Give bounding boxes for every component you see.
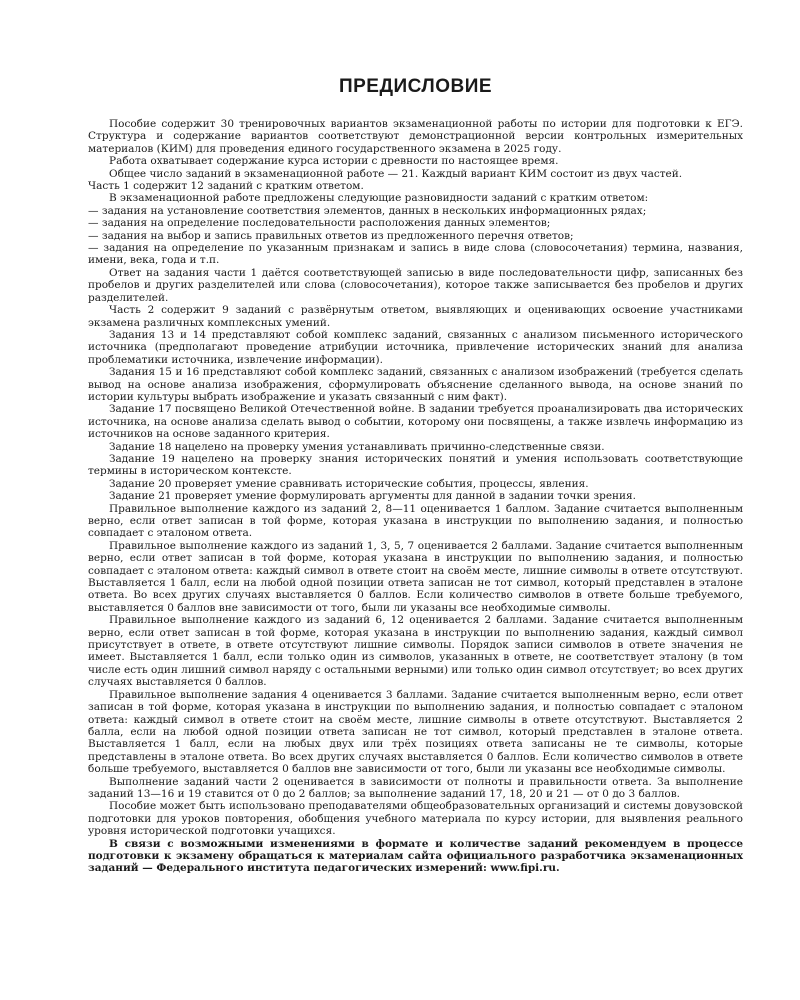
bold-notice-paragraph: В связи с возможными изменениями в формате и количестве заданий рекомендуем в процессе подготовки к экзамену обращаться к материалам сайта официального разработчика экзаменационных заданий — Федерального института педагогических измерений: www.fipi.ru. xyxy=(88,837,743,875)
paragraph: Задание 17 посвящено Великой Отечественной войне. В задании требуется проанализировать два исторических источника, на основе анализа сделать вывод о событии, которому они посвящены, а также извлечь информацию из источников на основе заданного критерия. xyxy=(88,403,743,441)
paragraph: Часть 1 содержит 12 заданий с кратким ответом. xyxy=(88,180,364,193)
list-item: — задания на выбор и запись правильных ответов из предложенного перечня ответов; xyxy=(88,229,574,242)
page-title: ПРЕДИСЛОВИЕ xyxy=(338,76,493,97)
paragraph: Общее число заданий в экзаменационной работе — 21. Каждый вариант КИМ состоит из двух частей. xyxy=(109,167,683,180)
paragraph: Правильное выполнение задания 4 оценивается 3 баллами. Задание считается выполненным верно, если ответ записан в той форме, которая указана в инструкции по выполнению задания, и полностью совпадает с эталоном ответа: каждый символ в ответе стоит на своём месте, лишние символы в ответе отсутствуют. Выставляется 2 балла, если на любой одной позиции ответа записан не тот символ, который представлен в эталоне ответа. Выставляется 1 балл, если на любых двух или трёх позициях ответа записаны не те символы, которые представлены в эталоне ответа. Во всех других случаях выставляется 0 баллов. Если количество символов в ответе больше требуемого, выставляется 0 баллов вне зависимости от того, были ли указаны все необходимые символы. xyxy=(88,688,743,776)
paragraph: Задания 15 и 16 представляют собой комплекс заданий, связанных с анализом изображений (требуется сделать вывод на основе анализа изображения, сформулировать объяснение сделанного вывода, на основе знаний по истории культуры выбрать изображение и указать связанный с ним факт). xyxy=(88,366,743,403)
page xyxy=(88,76,743,875)
paragraph: Задание 18 нацелено на проверку умения устанавливать причинно-следственные связи. xyxy=(109,440,605,453)
paragraph: Задание 19 нацелено на проверку знания исторических понятий и умения использовать соответствующие термины в историческом контексте. xyxy=(88,452,743,478)
paragraph: Пособие содержит 30 тренировочных вариантов экзаменационной работы по истории для подготовки к ЕГЭ. Структура и содержание вариантов соответствуют демонстрационной версии контрольных измерительных материалов (КИМ) для проведения единого государственного экзамена в 2025 году. xyxy=(88,118,743,155)
paragraph: Часть 2 содержит 9 заданий с развёрнутым ответом, выявляющих и оценивающих освоение участниками экзамена различных комплексных умений. xyxy=(88,304,743,329)
list-item: — задания на определение по указанным признакам и запись в виде слова (словосочетания) термина, названия, имени, века, года и т.п. xyxy=(88,242,743,267)
document-body xyxy=(88,118,743,875)
paragraph: Пособие может быть использовано преподавателями общеобразовательных организаций и системы довузовской подготовки для уроков повторения, обобщения учебного материала по курсу истории, для выявления реального уровня исторической подготовки учащихся. xyxy=(88,800,743,838)
list-item: — задания на установление соответствия элементов, данных в нескольких информационных рядах; xyxy=(88,204,647,217)
paragraph: Задание 21 проверяет умение формулировать аргументы для данной в задании точки зрения. xyxy=(109,490,637,503)
paragraph: Выполнение заданий части 2 оценивается в зависимости от полноты и правильности ответа. За выполнение заданий 13—16 и 19 ставится от 0 до 2 баллов; за выполнение заданий 17, 18, 20 и 21 — от 0 до 3 баллов. xyxy=(88,775,743,800)
paragraph: Задания 13 и 14 представляют собой комплекс заданий, связанных с анализом письменного исторического источника (предполагают проведение атрибуции источника, привлечение исторических знаний для анализа проблематики источника, извлечение информации). xyxy=(88,328,743,366)
paragraph: Правильное выполнение каждого из заданий 1, 3, 5, 7 оценивается 2 баллами. Задание считается выполненным верно, если ответ записан в той форме, которая указана в инструкции по выполнению задания, и полностью совпадает с эталоном ответа: каждый символ в ответе стоит на своём месте, лишние символы в ответе отсутствуют. Выставляется 1 балл, если на любой одной позиции ответа записан не тот символ, который представлен в эталоне ответа. Во всех других случаях выставляется 0 баллов. Если количество символов в ответе больше требуемого, выставляется 0 баллов вне зависимости от того, были ли указаны все необходимые символы. xyxy=(88,539,743,614)
paragraph: Ответ на задания части 1 даётся соответствующей записью в виде последовательности цифр, записанных без пробелов и других разделителей или слова (словосочетания), которое также записывается без пробелов и других разделителей. xyxy=(88,266,743,304)
paragraph: Работа охватывает содержание курса истории с древности по настоящее время. xyxy=(109,155,559,168)
paragraph: В экзаменационной работе предложены следующие разновидности заданий с кратким ответом: xyxy=(109,192,649,205)
list-item: — задания на определение последовательности расположения данных элементов; xyxy=(88,217,551,230)
paragraph: Задание 20 проверяет умение сравнивать исторические события, процессы, явления. xyxy=(109,477,589,490)
paragraph: Правильное выполнение каждого из заданий 6, 12 оценивается 2 баллами. Задание считается выполненным верно, если ответ записан в той форме, которая указана в инструкции по выполнению задания, каждый символ присутствует в ответе, в ответе отсутствуют лишние символы. Порядок записи символов в ответе значения не имеет. Выставляется 1 балл, если только один из символов, указанных в ответе, не соответствует эталону (в том числе есть один лишний символ наряду с остальными верными) или только один символ отсутствует; во всех других случаях выставляется 0 баллов. xyxy=(88,614,743,689)
paragraph: Правильное выполнение каждого из заданий 2, 8—11 оценивается 1 баллом. Задание считается выполненным верно, если ответ записан в той форме, которая указана в инструкции по выполнению задания, и полностью совпадает с эталоном ответа. xyxy=(88,502,743,540)
